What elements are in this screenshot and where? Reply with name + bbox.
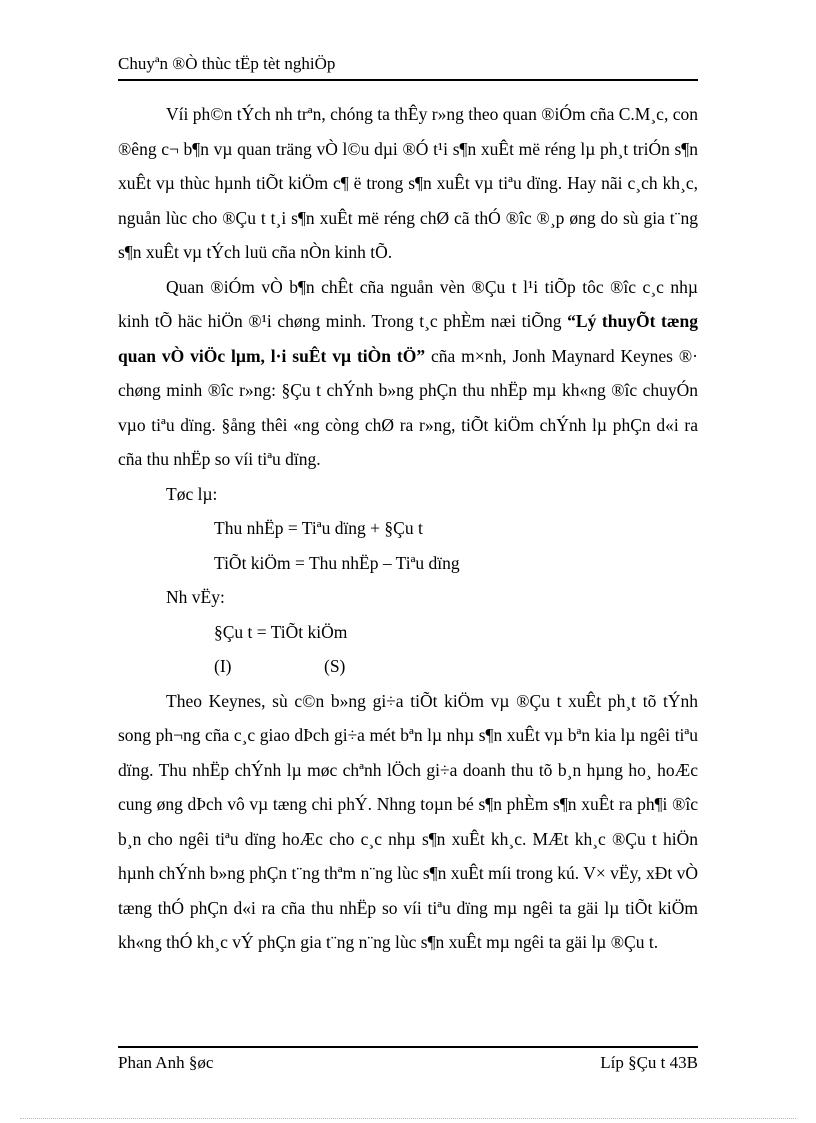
symbol-investment: (I) (214, 656, 232, 676)
label-toc-la: Tøc lµ: (166, 483, 218, 504)
page-footer (118, 1046, 698, 1075)
formula-symbols (118, 649, 698, 684)
formula-investment-saving: §Çu t = TiÕt kiÖm (214, 621, 348, 642)
paragraph-1: Víi ph©n tÝch nh trªn, chóng ta thÊy r»ng theo quan ®iÓm cña C.M¸c, con ®êng c¬ b¶n vµ quan träng vÒ l©u dµi ®Ó t¹i s¶n xuÊt më réng lµ ph¸t triÓn s¶n xuÊt vµ thùc hµnh tiÕt kiÖm c¶ ë trong s¶n xuÊt vµ tiªu dïng. Hay nãi c¸ch kh¸c, nguån lùc cho ®Çu t t¸i s¶n xuÊt më réng chØ cã thÓ ®îc ®¸p øng do sù gia t¨ng s¶n xuÊt vµ tÝch luü cña nÒn kinh tÕ. (118, 104, 698, 262)
footer-author: Phan Anh §øc (118, 1053, 214, 1072)
label-nhu-vay: Nh vËy: (166, 587, 225, 607)
formula-income: Thu nhËp = Tiªu dïng + §Çu t (214, 518, 423, 538)
paragraph-2 (118, 270, 698, 477)
paragraph-2-part-a: Quan ®iÓm vÒ b¶n chÊt cña nguån vèn ®Çu t l¹i tiÕp tôc ®îc c¸c nhµ kinh tÕ häc hiÖn ®¹i chøng minh. Trong t¸c phÈm næi tiÕng (118, 276, 698, 331)
symbol-saving: (S) (324, 656, 346, 676)
footer-class: Líp §Çu t 43B (600, 1053, 698, 1072)
header-title: Chuyªn ®Ò thùc tËp tèt nghiÖp (118, 54, 336, 73)
paragraph-3: Theo Keynes, sù c©n b»ng gi÷a tiÕt kiÖm vµ ®Çu t xuÊt ph¸t tõ tÝnh song ph¬ng cña c¸c giao dÞch gi÷a mét bªn lµ nhµ s¶n xuÊt vµ bªn kia lµ ngêi tiªu dïng. Thu nhËp chÝnh lµ møc chªnh lÖch gi÷a doanh thu tõ b¸n hµng ho¸ hoÆc cung øng dÞch vô vµ tæng chi phÝ. Nhng toµn bé s¶n phÈm s¶n xuÊt ra ph¶i ®îc b¸n cho ngêi tiªu dïng hoÆc cho c¸c nhµ s¶n xuÊt kh¸c. MÆt kh¸c ®Çu t hiÖn hµnh chÝnh b»ng phÇn t¨ng thªm n¨ng lùc s¶n xuÊt míi trong kú. V× vËy, xÐt vÒ tæng thÓ phÇn d«i ra cña thu nhËp so víi tiªu dïng mµ ngêi ta gäi lµ tiÕt kiÖm kh«ng thÓ kh¸c vÝ phÇn gia t¨ng n¨ng lùc s¶n xuÊt mµ ngêi ta gäi lµ ®Çu t. (118, 690, 698, 952)
page-bottom-divider (20, 1118, 796, 1119)
page-header (118, 52, 698, 81)
formula-saving: TiÕt kiÖm = Thu nhËp – Tiªu dïng (214, 552, 460, 573)
paragraph-2-part-b: cña m×nh, Jonh Maynard Keynes ®· chøng minh ®îc r»ng: §Çu t chÝnh b»ng phÇn thu nhËp mµ kh«ng ®îc chuyÓn vµo tiªu dïng. §ång thêi «ng còng chØ ra r»ng, tiÕt kiÖm chÝnh lµ phÇn d«i ra cña thu nhËp so víi tiªu dïng. (118, 345, 698, 469)
page-body (118, 97, 698, 960)
book-title: “Lý thuyÕt tæng quan vÒ viÖc lµm, l·i suÊt vµ tiÒn tÖ” (118, 311, 698, 366)
